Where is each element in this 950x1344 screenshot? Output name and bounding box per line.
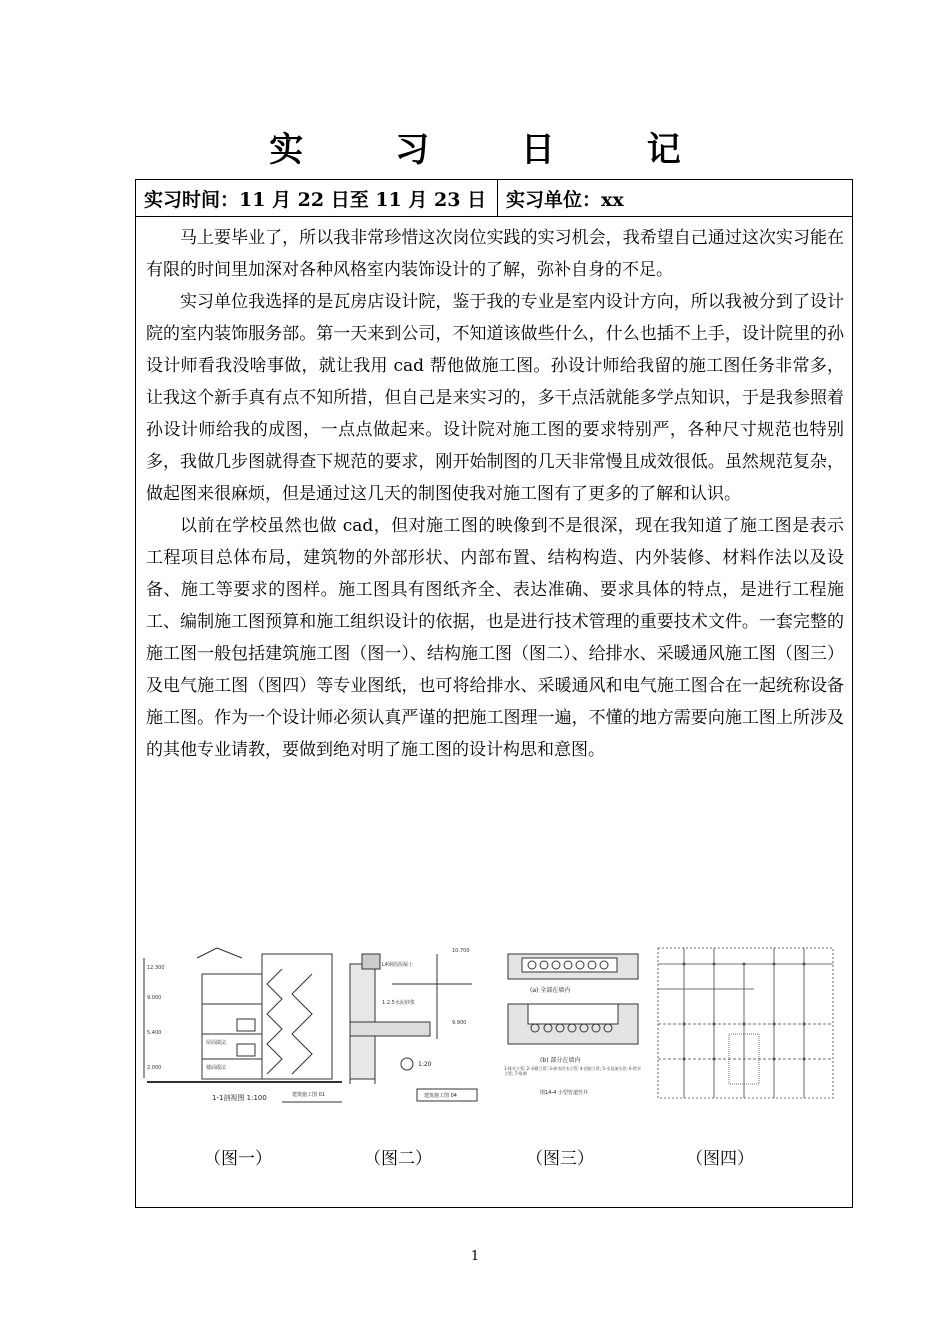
diary-body (146, 222, 844, 766)
figure1-caption: （图一） (204, 1149, 272, 1169)
figure4-caption: （图四） (686, 1149, 754, 1169)
figure2-stamp: 建筑施工图 04 (424, 1093, 457, 1099)
figure-plumbing-shaft (500, 944, 650, 1104)
page-number: 1 (470, 1249, 480, 1264)
svg-text:屋面做法: 屋面做法 (206, 1040, 227, 1046)
figure3-label-a: (a) 全部在墙内 (530, 987, 571, 994)
figure1-scale-label: 1-1剖视图 1:100 (212, 1094, 267, 1102)
figure-electrical-plan (654, 944, 839, 1104)
svg-text:1:2.5水泥砂浆: 1:2.5水泥砂浆 (382, 1000, 415, 1006)
unit-cell (498, 180, 853, 216)
figure3-caption: （图三） (526, 1149, 594, 1169)
paragraph: 马上要毕业了，所以我非常珍惜这次岗位实践的实习机会，我希望自己通过这次实习能在有限的时间里加深对各种风格室内装饰设计的了解，弥补自身的不足。 (146, 228, 844, 280)
figure2-scale-label: 1:20 (418, 1061, 432, 1068)
svg-text:2.000: 2.000 (147, 1065, 162, 1071)
figure3-label-b: (b) 部分在墙内 (540, 1057, 581, 1064)
figure-strip (136, 944, 852, 1169)
internship-time: 实习时间：11 月 22 日至 11 月 23 日 (144, 189, 487, 211)
paragraph: 实习单位我选择的是瓦房店设计院，鉴于我的专业是室内设计方向，所以我被分到了设计院的室内装饰服务部。第一天来到公司，不知道该做些什么，什么也插不上手，设计院里的孙设计师看我没啥事做，就让我用 cad 帮他做施工图。孙设计师给我留的施工图任务非常多，让我这个新手真有点不知所措，但自己是来实习的，多干点活就能多学点知识，于是我参照着孙设计师给我的成图，一点点做起来。设计院对施工图的要求特别严，各种尺寸规范也特别多，我做几步图就得查下规范的要求，刚开始制图的几天非常慢且成效很低。虽然规范复杂，做起图来很麻烦，但是通过这几天的制图使我对施工图有了更多的了解和认识。 (146, 292, 844, 504)
diary-table (135, 179, 853, 1208)
svg-text:楼面做法: 楼面做法 (206, 1065, 227, 1071)
svg-text:12.300: 12.300 (147, 965, 165, 971)
figure1-stamp: 建筑施工图 01 (292, 1092, 325, 1098)
figure-structural-detail (342, 944, 482, 1104)
svg-text:9.000: 9.000 (147, 995, 162, 1001)
header-row (136, 180, 852, 217)
page-title: 实 习 日 记 (269, 130, 721, 170)
svg-text:9.900: 9.900 (452, 1020, 467, 1026)
figure-architectural-section (142, 944, 347, 1104)
paragraph: 以前在学校虽然也做 cad，但对施工图的映像到不是很深，现在我知道了施工图是表示工程项目总体布局，建筑物的外部形状、内部布置、结构构造、内外装修、材料作法以及设备、施工等要求的图样。施工图具有图纸齐全、表达准确、要求具体的特点，是进行工程施工、编制施工图预算和施工组织设计的依据，也是进行技术管理的重要技术文件。一套完整的施工图一般包括建筑施工图（图一）、结构施工图（图二）、给排水、采暖通风施工图（图三）及电气施工图（图四）等专业图纸，也可将给排水、采暖通风和电气施工图合在一起统称设备施工图。作为一个设计师必须认真严谨的把施工图理一遍，不懂的地方需要向施工图上所涉及的其他专业请教，要做到绝对明了施工图的设计构思和意图。 (146, 516, 844, 760)
figure3-figure-number: 图14-4 小型管道竖井 (540, 1090, 588, 1096)
figure2-caption: （图二） (364, 1149, 432, 1169)
svg-text:L4钢筋混凝土: L4钢筋混凝土 (382, 962, 413, 968)
svg-text:10.700: 10.700 (452, 948, 470, 954)
time-cell (136, 180, 498, 216)
internship-unit: 实习单位：xx (506, 189, 624, 211)
svg-text:5.400: 5.400 (147, 1030, 162, 1036)
figure3-legend: 1-排水立管; 2-采暖立管; 3-热水回水立管; 4-消防立管; 5-水泵加压管; 6-给水立管; 7-角钢 (504, 1066, 642, 1076)
